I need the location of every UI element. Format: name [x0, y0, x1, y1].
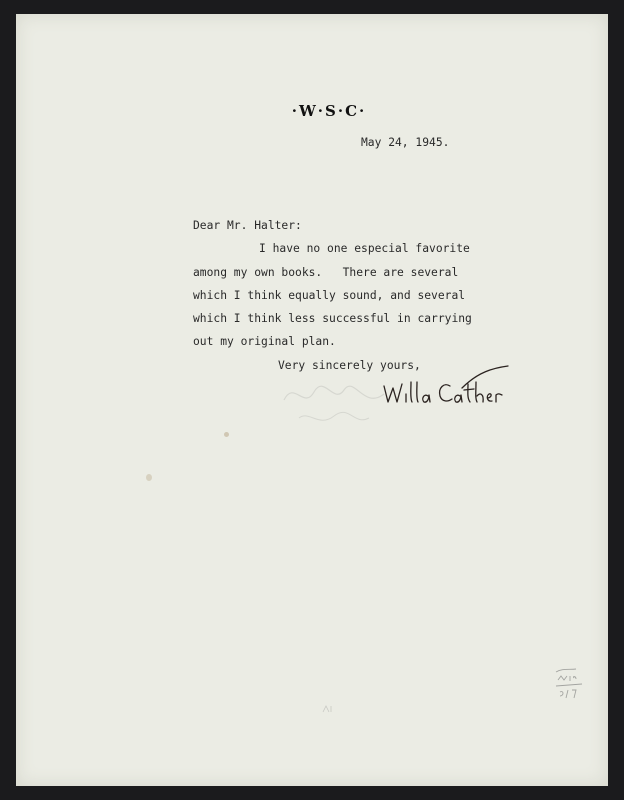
body-line: I have no one especial favorite — [259, 242, 470, 255]
archival-pencil-mark — [552, 666, 588, 702]
letterhead-monogram: ·W·S·C· — [291, 102, 367, 120]
paper-stain — [146, 474, 152, 481]
letter-salutation: Dear Mr. Halter: — [193, 219, 302, 232]
body-line: among my own books. There are several — [193, 266, 459, 279]
letter-date: May 24, 1945. — [361, 136, 450, 149]
letter-page — [16, 14, 608, 786]
body-line: which I think less successful in carrying — [193, 312, 472, 325]
faint-pencil-mark — [322, 704, 336, 714]
paper-stain — [224, 432, 229, 437]
body-line: out my original plan. — [193, 335, 336, 348]
body-line: which I think equally sound, and several — [193, 289, 466, 302]
handwritten-signature — [378, 364, 518, 410]
letter-closing: Very sincerely yours, — [278, 359, 421, 372]
ink-bleed-through — [274, 370, 394, 440]
